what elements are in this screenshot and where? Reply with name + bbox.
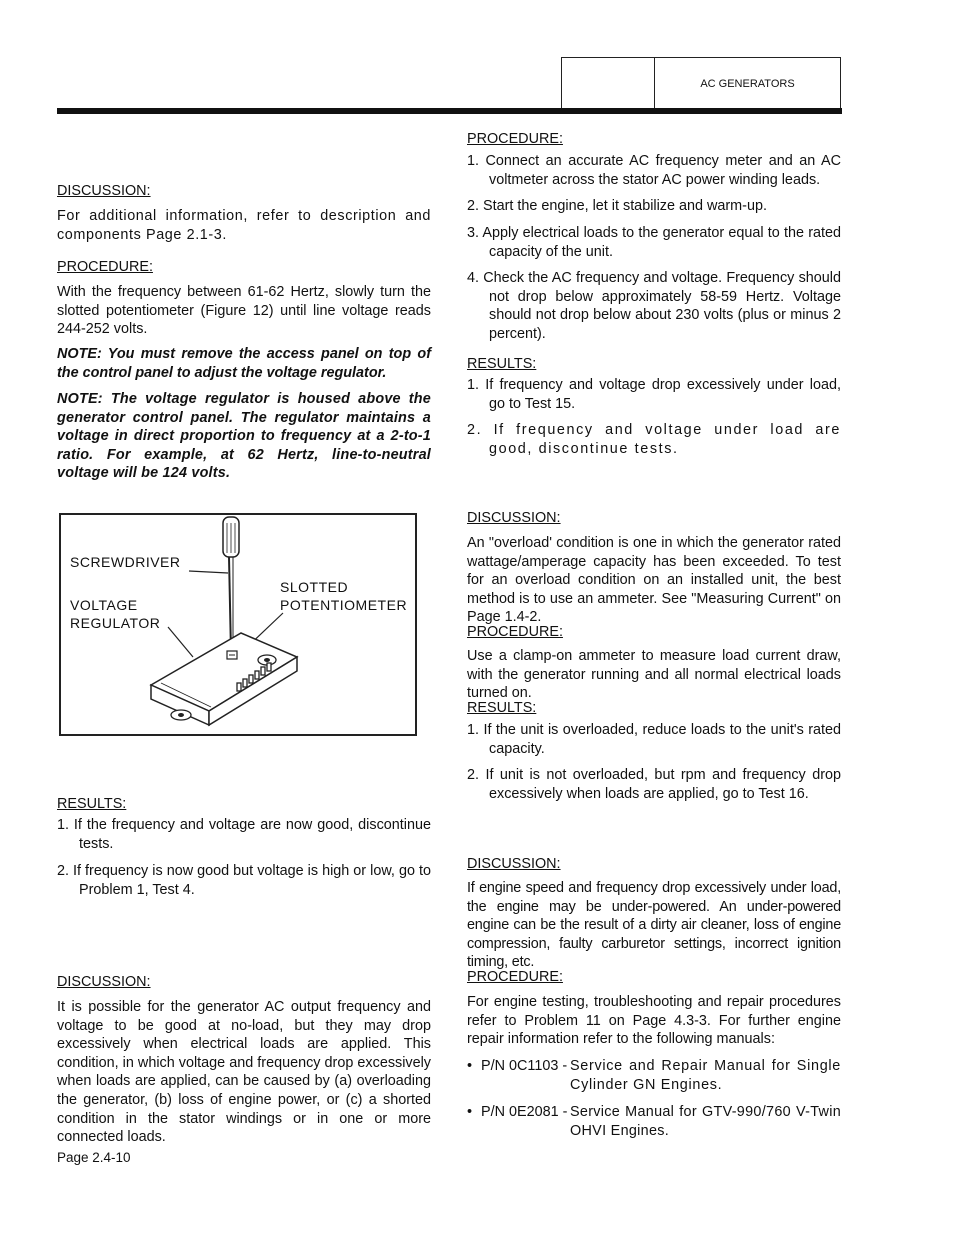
procedure-heading: PROCEDURE: [467, 969, 563, 985]
discussion-text: For additional information, refer to description and components Page 2.1-3. [57, 208, 431, 243]
list-item: 2. Start the engine, let it stabilize and warm-up. [467, 198, 767, 214]
list-item: 4. Check the AC frequency and voltage. Frequency should not drop below approximately 58-59 Hertz. Voltage should not drop below about 230 volts (plus or minus 2 percent). [467, 270, 841, 342]
list-item: 3. Apply electrical loads to the generator equal to the rated capacity of the unit. [467, 225, 841, 260]
figure-voltage-regulator [59, 513, 417, 736]
leader-line [168, 627, 193, 657]
right-column [467, 0, 841, 1235]
procedure-text: Use a clamp-on ammeter to measure load current draw, with the generator running and all normal electrical loads turned on. [467, 648, 841, 702]
list-item: 1. If frequency and voltage drop excessively under load, go to Test 15. [467, 377, 841, 412]
bullet: • [467, 1058, 473, 1074]
procedure-text: With the frequency between 61-62 Hertz, slowly turn the slotted potentiometer (Figure 12) until line voltage reads 244-252 volts. [57, 284, 431, 338]
results-heading: RESULTS: [57, 796, 127, 812]
procedure-heading: PROCEDURE: [467, 624, 563, 640]
manual-part-number: P/N 0E2081 - [481, 1104, 568, 1120]
manual-part-number: P/N 0C1103 - [481, 1058, 568, 1074]
section-title: AC GENERATORS [700, 77, 795, 90]
results-heading: RESULTS: [467, 700, 537, 716]
procedure-heading: PROCEDURE: [57, 259, 153, 275]
list-item: 1. Connect an accurate AC frequency meter and an AC voltmeter across the stator AC power winding leads. [467, 153, 841, 188]
discussion-text: An "overload' condition is one in which the generator rated wattage/amperage capacity has been exceeded. To test for an overload condition on an installed unit, the best method is to use an ammeter. See "Measuring Current" on Page 1.4-2. [467, 535, 841, 626]
label-potentiometer: POTENTIOMETER [280, 597, 408, 613]
list-item: 2. If frequency is now good but voltage is high or low, go to Problem 1, Test 4. [57, 863, 431, 898]
discussion-heading: DISCUSSION: [57, 183, 151, 199]
leader-line [189, 571, 228, 573]
procedure-heading: PROCEDURE: [467, 131, 563, 147]
list-item: 1. If the frequency and voltage are now good, discontinue tests. [57, 817, 431, 852]
discussion-text: If engine speed and frequency drop excessively under load, the engine may be under-powered. An under-powered engine can be the result of a dirty air cleaner, loss of engine compression, faulty carburetor settings, incorrect ignition timing, etc. [467, 880, 841, 971]
results-heading: RESULTS: [467, 356, 537, 372]
discussion-text: It is possible for the generator AC output frequency and voltage to be good at no-load, but they may drop excessively when electrical loads are applied. This condition, in which voltage and frequency drop excessively when loads are applied, can be caused by (a) overloading the generator, (b) loss of engine power, or (c) a shorted condition in the stator windings or in one or more connected loads. [57, 999, 431, 1146]
procedure-text: For engine testing, troubleshooting and repair procedures refer to Problem 11 on Page 4.3-3. For further engine repair information refer to the following manuals: [467, 994, 841, 1048]
manual-description: Service Manual for GTV-990/760 V-Twin OHVI Engines. [570, 1104, 841, 1139]
page-number: Page 2.4-10 [57, 1150, 131, 1165]
label-regulator: REGULATOR [70, 615, 161, 631]
list-item: 2. If frequency and voltage under load are good, discontinue tests. [467, 422, 841, 457]
bullet: • [467, 1104, 473, 1120]
discussion-heading: DISCUSSION: [57, 974, 151, 990]
discussion-heading: DISCUSSION: [467, 510, 561, 526]
note-voltage-regulator: NOTE: The voltage regulator is housed above the generator control panel. The regulator maintains a voltage in direct proportion to frequency at a 2-to-1 ratio. For example, at 62 Hertz, line-to-neutral voltage will be 124 volts. [57, 391, 431, 482]
manual-description: Service and Repair Manual for Single Cylinder GN Engines. [570, 1058, 841, 1093]
discussion-heading: DISCUSSION: [467, 856, 561, 872]
label-slotted: SLOTTED [280, 579, 349, 595]
list-item: 1. If the unit is overloaded, reduce loads to the unit's rated capacity. [467, 722, 841, 757]
list-item: 2. If unit is not overloaded, but rpm and frequency drop excessively when loads are applied, go to Test 16. [467, 767, 841, 802]
note-access-panel: NOTE: You must remove the access panel on top of the control panel to adjust the voltage regulator. [57, 346, 431, 381]
label-screwdriver: SCREWDRIVER [70, 554, 181, 570]
label-voltage: VOLTAGE [70, 597, 138, 613]
